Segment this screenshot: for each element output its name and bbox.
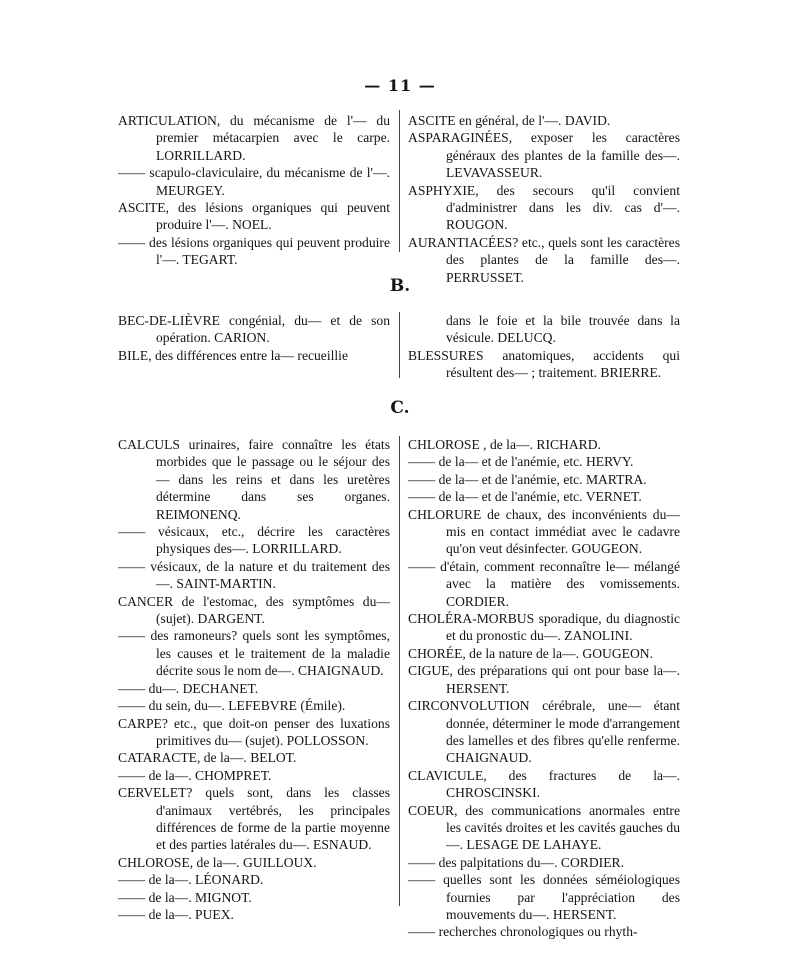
c-left-column [118, 436, 390, 923]
entry-text: —— vésicaux, de la nature et du traitement des—. SAINT-MARTIN. [118, 558, 390, 592]
entry-text: —— de la—. MIGNOT. [118, 889, 252, 905]
entry-text: —— de la—. CHOMPRET. [118, 767, 272, 783]
index-entry [408, 802, 680, 854]
index-entry [408, 923, 680, 940]
index-entry [118, 749, 390, 766]
index-entry [118, 593, 390, 628]
entry-text: —— des palpitations du—. CORDIER. [408, 854, 624, 870]
entry-text: —— de la— et de l'anémie, etc. VERNET. [408, 489, 642, 505]
index-entry [408, 871, 680, 923]
index-entry [118, 767, 390, 784]
index-entry [408, 453, 680, 470]
entry-text: CALCULS urinaires, faire connaître les états morbides que le passage ou le séjour des— dans les reins et dans les uretères détermine dans ses organes. REIMONENQ. [118, 437, 390, 522]
index-entry [118, 164, 390, 199]
index-entry [408, 471, 680, 488]
index-entry [408, 854, 680, 871]
entry-text: dans le foie et la bile trouvée dans la vésicule. DELUCQ. [446, 313, 680, 346]
index-entry [118, 871, 390, 888]
index-entry [408, 662, 680, 697]
index-entry [408, 697, 680, 767]
index-entry [118, 558, 390, 593]
entry-text: ARTICULATION, du mécanisme de l'— du premier métacarpien avec le carpe. LORRILLARD. [118, 113, 390, 163]
top-left-column [118, 112, 390, 269]
index-entry [118, 889, 390, 906]
entry-text: CHLORURE de chaux, des inconvénients du— mis en contact immédiat avec le cadavre qu'on veut désinfecter. GOUGEON. [408, 506, 680, 557]
index-entry [408, 488, 680, 505]
index-entry [118, 854, 390, 871]
entry-text: AURANTIACÉES? etc., quels sont les caractères des plantes de la famille des—. PERRUSSET. [408, 234, 680, 285]
index-entry [408, 112, 680, 129]
index-entry [118, 784, 390, 854]
entry-text: —— de la— et de l'anémie, etc. HERVY. [408, 454, 634, 470]
entry-text: —— scapulo-claviculaire, du mécanisme de l'—. MEURGEY. [118, 165, 390, 198]
index-entry [118, 523, 390, 558]
entry-text: —— du—. DECHANET. [118, 680, 259, 696]
index-entry [408, 767, 680, 802]
entry-text: —— de la— et de l'anémie, etc. MARTRA. [408, 471, 647, 487]
entry-text: CIRCONVOLUTION cérébrale, une— étant donnée, déterminer le mode d'arrangement des lamelles et des fibres qu'elle renferme. CHAIGNAUD. [408, 698, 680, 766]
index-entry [118, 112, 390, 164]
entry-text: BLESSURES anatomiques, accidents qui résultent des— ; traitement. BRIERRE. [408, 347, 680, 381]
entry-text: —— de la—. LÉONARD. [118, 872, 264, 888]
index-entry [408, 506, 680, 558]
index-entry [118, 436, 390, 523]
index-entry [118, 312, 390, 347]
column-divider [399, 436, 400, 906]
b-left-column [118, 312, 390, 364]
entry-text: —— vésicaux, etc., décrire les caractères physiques des—. LORRILLARD. [118, 524, 390, 557]
entry-text: CHOLÉRA-MORBUS sporadique, du diagnostic et du pronostic du—. ZANOLINI. [408, 611, 680, 644]
index-entry [118, 627, 390, 679]
index-entry [408, 436, 680, 453]
column-divider [399, 110, 400, 252]
entry-text: ASCITE en général, de l'—. DAVID. [408, 113, 611, 128]
entry-text: —— des ramoneurs? quels sont les symptômes, les causes et le traitement de la maladie décrite sous le nom de—. CHAIGNAUD. [118, 628, 390, 679]
index-entry [118, 234, 390, 269]
entry-text: —— quelles sont les données séméiologiques fournies par l'appréciation des mouvements du—. HERSENT. [408, 872, 680, 922]
index-entry [408, 610, 680, 645]
entry-text: BILE, des différences entre la— recueillie [118, 347, 348, 363]
b-right-column [408, 312, 680, 382]
entry-text: CHLOROSE, de la—. GUILLOUX. [118, 854, 317, 870]
index-entry-continued [408, 312, 680, 347]
entry-text: CHORÉE, de la nature de la—. GOUGEON. [408, 645, 654, 661]
entry-text: CARPE? etc., que doit-on penser des luxations primitives du— (sujet). POLLOSSON. [118, 715, 390, 748]
entry-text: CHLOROSE , de la—. RICHARD. [408, 437, 601, 452]
index-entry [408, 182, 680, 234]
entry-text: ASPARAGINÉES, exposer les caractères généraux des plantes de la famille des—. LEVAVASSEUR. [408, 130, 680, 181]
index-entry [408, 347, 680, 382]
entry-text: —— recherches chronologiques ou rhyth- [408, 924, 638, 940]
entry-text: —— du sein, du—. LEFEBVRE (Émile). [118, 698, 346, 714]
entry-text: COEUR, des communications anormales entre les cavités droites et les cavités gauches du—. LESAGE DE LAHAYE. [408, 802, 680, 853]
index-entry [118, 697, 390, 714]
index-entry [408, 558, 680, 610]
index-entry [408, 129, 680, 181]
entry-text: CLAVICULE, des fractures de la—. CHROSCINSKI. [408, 767, 680, 801]
section-letter-c: C. [390, 398, 410, 418]
entry-text: CATARACTE, de la—. BELOT. [118, 750, 297, 766]
index-entry [118, 347, 390, 364]
c-right-column [408, 436, 680, 941]
section-letter-b: B. [389, 276, 411, 296]
entry-text: BEC-DE-LIÈVRE congénial, du— et de son opération. CARION. [118, 313, 390, 346]
entry-text: —— de la—. PUEX. [118, 906, 234, 922]
entry-text: CERVELET? quels sont, dans les classes d'animaux vertébrés, les principales différences de forme de la partie moyenne et des parties latérales du—. ESNAUD. [118, 785, 390, 853]
index-entry [408, 645, 680, 662]
entry-text: ASPHYXIE, des secours qu'il convient d'administrer dans les div. cas d'—. ROUGON. [408, 182, 680, 233]
column-divider [399, 312, 400, 378]
entry-text: —— des lésions organiques qui peuvent produire l'—. TEGART. [118, 234, 390, 268]
index-entry [118, 680, 390, 697]
entry-text: ASCITE, des lésions organiques qui peuvent produire l'—. NOEL. [118, 200, 390, 233]
index-entry [118, 199, 390, 234]
entry-text: —— d'étain, comment reconnaître le— mélangé avec la matière des vomissements. CORDIER. [408, 558, 680, 609]
top-right-column [408, 112, 680, 286]
entry-text: CIGUE, des préparations qui ont pour base la—. HERSENT. [408, 663, 680, 696]
page-number: — 11 — [364, 76, 436, 95]
index-entry [118, 906, 390, 923]
entry-text: CANCER de l'estomac, des symptômes du— (sujet). DARGENT. [118, 593, 390, 627]
index-entry [118, 715, 390, 750]
